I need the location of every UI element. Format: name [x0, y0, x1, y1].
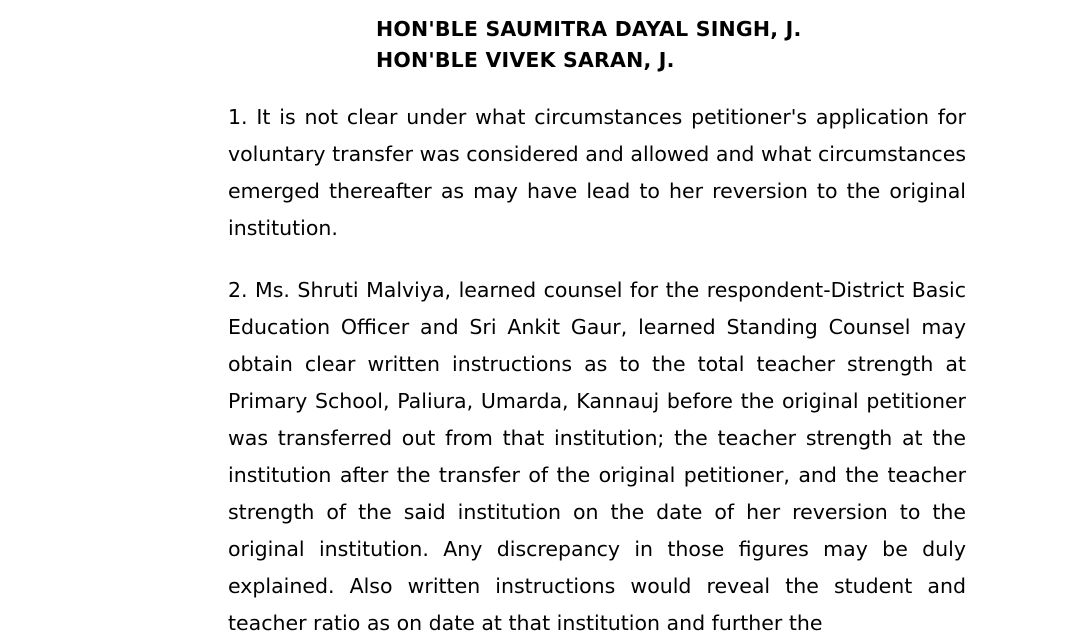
bench-heading: [228, 14, 966, 76]
paragraph-2: 2. Ms. Shruti Malviya, learned counsel for the respondent-District Basic Education Officer and Sri Ankit Gaur, learned Standing Counsel may obtain clear written instructions as to the total teacher strength at Primary School, Paliura, Umarda, Kannauj before the original petitioner was transferred out from that institution; the teacher strength at the institution after the transfer of the original petitioner, and the teacher strength of the said institution on the date of her reversion to the original institution. Any discrepancy in those figures may be duly explained. Also written instructions would reveal the student and teacher ratio as on date at that institution and further the: [228, 278, 966, 635]
document-body: [228, 0, 966, 642]
paragraph-1: 1. It is not clear under what circumstances petitioner's application for voluntary transfer was considered and allowed and what circumstances emerged thereafter as may have lead to her reversion to the original institution.: [228, 105, 966, 240]
bench-judge-1: HON'BLE SAUMITRA DAYAL SINGH, J.: [376, 17, 802, 41]
bench-judge-2: HON'BLE VIVEK SARAN, J.: [376, 48, 675, 72]
